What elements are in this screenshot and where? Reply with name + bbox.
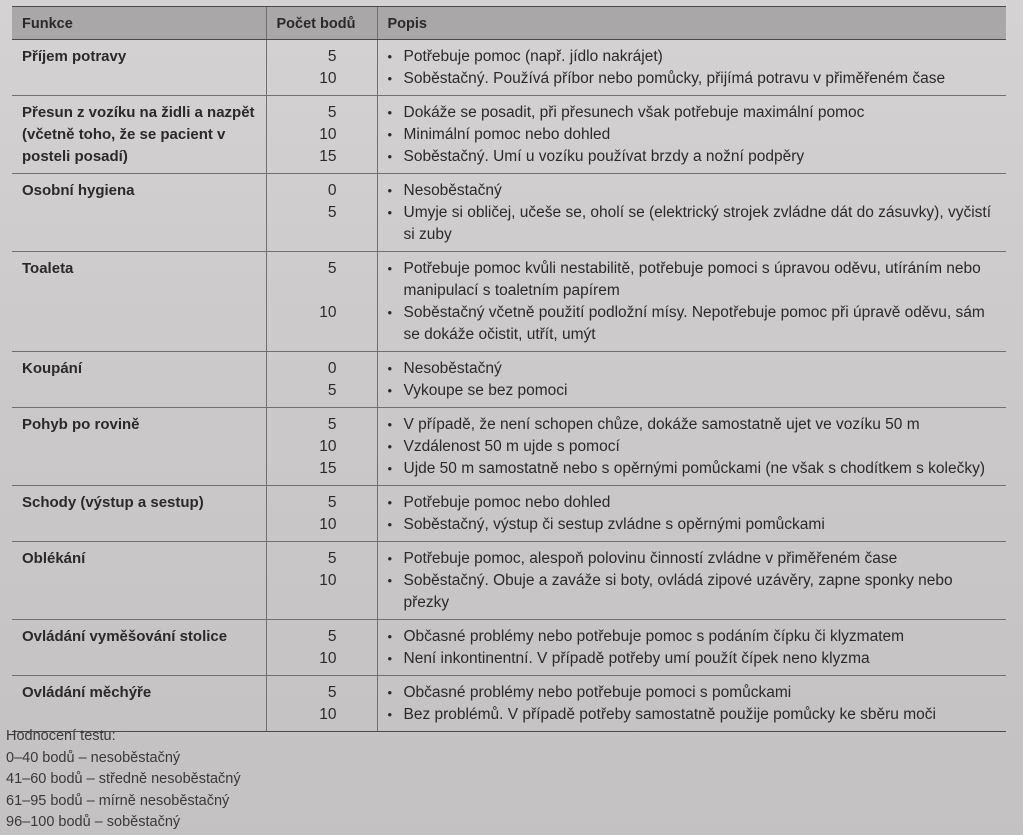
points-cell [266, 352, 377, 408]
bullet-icon: • [387, 685, 393, 700]
function-cell: Přesun z vozíku na židli a nazpět (včetně toho, že se pacient v posteli posadí) [12, 96, 266, 174]
description-item [388, 124, 997, 146]
description-cell [377, 676, 1006, 732]
points-value: 5 [327, 382, 337, 399]
points-cell [266, 542, 377, 620]
points-value: 10 [319, 516, 337, 533]
points-value: 10 [319, 706, 337, 723]
points-value: 5 [327, 416, 337, 433]
description-text: Potřebuje pomoc nebo dohled [403, 494, 611, 511]
description-text: Minimální pomoc nebo dohled [403, 126, 611, 143]
table-body [12, 40, 1006, 732]
evaluation-line: 41–60 bodů – středně nesoběstačný [6, 771, 241, 787]
table-header-row [12, 7, 1006, 40]
points-value: 10 [319, 304, 337, 321]
points-cell [266, 174, 377, 252]
table-row [12, 486, 1006, 542]
evaluation-line: 96–100 bodů – soběstačný [6, 814, 181, 830]
description-text: Vykoupe se bez pomoci [403, 382, 568, 399]
bullet-icon: • [387, 417, 393, 432]
description-item [388, 682, 997, 704]
bullet-icon: • [387, 149, 393, 164]
description-cell [377, 352, 1006, 408]
table-row [12, 408, 1006, 486]
points-value: 5 [327, 684, 337, 701]
bullet-icon: • [387, 49, 393, 64]
bullet-icon: • [387, 105, 393, 120]
bullet-icon: • [387, 305, 393, 320]
table-row [12, 40, 1006, 96]
description-text: V případě, že není schopen chůze, dokáže samostatně ujet ve vozíku 50 m [403, 416, 920, 433]
bullet-icon: • [387, 183, 393, 198]
description-item [388, 648, 997, 670]
description-text: Není inkontinentní. V případě potřeby umí použít čípek neno klyzma [403, 650, 870, 667]
description-text: Soběstačný včetně použití podložní mísy. Nepotřebuje pomoc při úpravě oděvu, sám se dokáže očistit, utřít, umýt [403, 304, 985, 343]
column-header-function: Funkce [12, 7, 266, 40]
description-cell [377, 486, 1006, 542]
description-item [388, 358, 997, 380]
description-text: Soběstačný. Obuje a zaváže si boty, ovládá zipové uzávěry, zapne sponky nebo přezky [403, 572, 953, 611]
description-item [388, 102, 997, 124]
points-value: 10 [319, 438, 337, 455]
bullet-icon: • [387, 495, 393, 510]
points-value: 15 [319, 148, 337, 165]
function-cell: Ovládání vyměšování stolice [12, 620, 266, 676]
points-value: 5 [327, 204, 337, 221]
function-cell: Pohyb po rovině [12, 408, 266, 486]
description-text: Soběstačný. Používá příbor nebo pomůcky, přijímá potravu v přiměřeném čase [403, 70, 946, 87]
points-cell [266, 676, 377, 732]
description-cell [377, 542, 1006, 620]
description-cell [377, 408, 1006, 486]
points-cell [266, 620, 377, 676]
bullet-icon: • [387, 71, 393, 86]
description-item [388, 414, 997, 436]
points-value: 15 [319, 460, 337, 477]
points-cell [266, 252, 377, 352]
bullet-icon: • [387, 551, 393, 566]
description-item [388, 68, 997, 90]
description-cell [377, 96, 1006, 174]
description-text: Potřebuje pomoc (např. jídlo nakrájet) [403, 48, 663, 65]
function-cell: Ovládání měchýře [12, 676, 266, 732]
points-value: 5 [327, 48, 337, 65]
description-text: Vzdálenost 50 m ujde s pomocí [403, 438, 620, 455]
points-cell [266, 96, 377, 174]
function-cell: Osobní hygiena [12, 174, 266, 252]
barthel-index-table [12, 6, 1006, 732]
description-item [388, 380, 997, 402]
description-item [388, 436, 997, 458]
table-row [12, 676, 1006, 732]
points-cell [266, 40, 377, 96]
description-item [388, 626, 997, 648]
description-item [388, 202, 997, 246]
points-value: 10 [319, 572, 337, 589]
bullet-icon: • [387, 629, 393, 644]
bullet-icon: • [387, 461, 393, 476]
description-item [388, 514, 997, 536]
description-item [388, 548, 997, 570]
points-value: 5 [327, 550, 337, 567]
function-cell: Koupání [12, 352, 266, 408]
bullet-icon: • [387, 361, 393, 376]
description-text: Umyje si obličej, učeše se, oholí se (elektrický strojek zvládne dát do zásuvky), vyčistí si zuby [403, 204, 992, 243]
points-value: 5 [327, 494, 337, 511]
bullet-icon: • [387, 127, 393, 142]
description-cell [377, 252, 1006, 352]
column-header-description: Popis [377, 7, 1006, 40]
description-cell [377, 620, 1006, 676]
description-text: Občasné problémy nebo potřebuje pomoci s pomůckami [403, 684, 792, 701]
function-cell: Příjem potravy [12, 40, 266, 96]
bullet-icon: • [387, 383, 393, 398]
bullet-icon: • [387, 707, 393, 722]
description-text: Bez problémů. V případě potřeby samostatně použije pomůcky ke sběru moči [403, 706, 936, 723]
points-value: 5 [327, 260, 337, 277]
points-value: 0 [327, 182, 337, 199]
description-text: Potřebuje pomoc, alespoň polovinu činností zvládne v přiměřeném čase [403, 550, 898, 567]
description-cell [377, 40, 1006, 96]
function-cell: Schody (výstup a sestup) [12, 486, 266, 542]
points-cell [266, 408, 377, 486]
bullet-icon: • [387, 573, 393, 588]
table-row [12, 620, 1006, 676]
points-value: 10 [319, 126, 337, 143]
evaluation-line: 0–40 bodů – nesoběstačný [6, 749, 181, 766]
bullet-icon: • [387, 205, 393, 220]
points-cell [266, 486, 377, 542]
description-cell [377, 174, 1006, 252]
description-text: Potřebuje pomoc kvůli nestabilitě, potřebuje pomoci s úpravou oděvu, utíráním nebo manipulací s toaletním papírem [403, 260, 981, 299]
column-header-points: Počet bodů [266, 7, 377, 40]
description-text: Soběstačný. Umí u vozíku používat brzdy a nožní podpěry [403, 148, 805, 165]
points-value: 0 [327, 360, 337, 377]
table-row [12, 542, 1006, 620]
description-item [388, 258, 997, 302]
description-text: Nesoběstačný [403, 360, 502, 377]
points-value: 10 [319, 70, 337, 87]
description-text: Soběstačný, výstup či sestup zvládne s opěrnými pomůckami [403, 516, 825, 533]
table-row [12, 96, 1006, 174]
description-item [388, 704, 997, 726]
description-text: Ujde 50 m samostatně nebo s opěrnými pomůckami (ne však s chodítkem s kolečky) [403, 460, 985, 477]
description-item [388, 146, 997, 168]
description-item [388, 458, 997, 480]
description-item [388, 492, 997, 514]
table-row [12, 174, 1006, 252]
description-item [388, 302, 997, 346]
evaluation-line: 61–95 bodů – mírně nesoběstačný [6, 792, 230, 809]
description-text: Nesoběstačný [403, 182, 502, 199]
description-text: Dokáže se posadit, při přesunech však potřebuje maximální pomoc [403, 104, 865, 121]
description-item [388, 46, 997, 68]
table-row [12, 252, 1006, 352]
description-text: Občasné problémy nebo potřebuje pomoc s podáním čípku či klyzmatem [403, 628, 905, 645]
bullet-icon: • [387, 517, 393, 532]
table-row [12, 352, 1006, 408]
function-cell: Toaleta [12, 252, 266, 352]
points-value: 5 [327, 104, 337, 121]
bullet-icon: • [387, 651, 393, 666]
points-value [277, 280, 337, 302]
test-evaluation [6, 726, 241, 834]
function-cell: Oblékání [12, 542, 266, 620]
bullet-icon: • [387, 439, 393, 454]
description-item [388, 180, 997, 202]
description-item [388, 570, 997, 614]
bullet-icon: • [387, 261, 393, 276]
points-value: 10 [319, 650, 337, 667]
evaluation-title: Hodnocení testu: [6, 728, 116, 744]
points-value: 5 [327, 628, 337, 645]
